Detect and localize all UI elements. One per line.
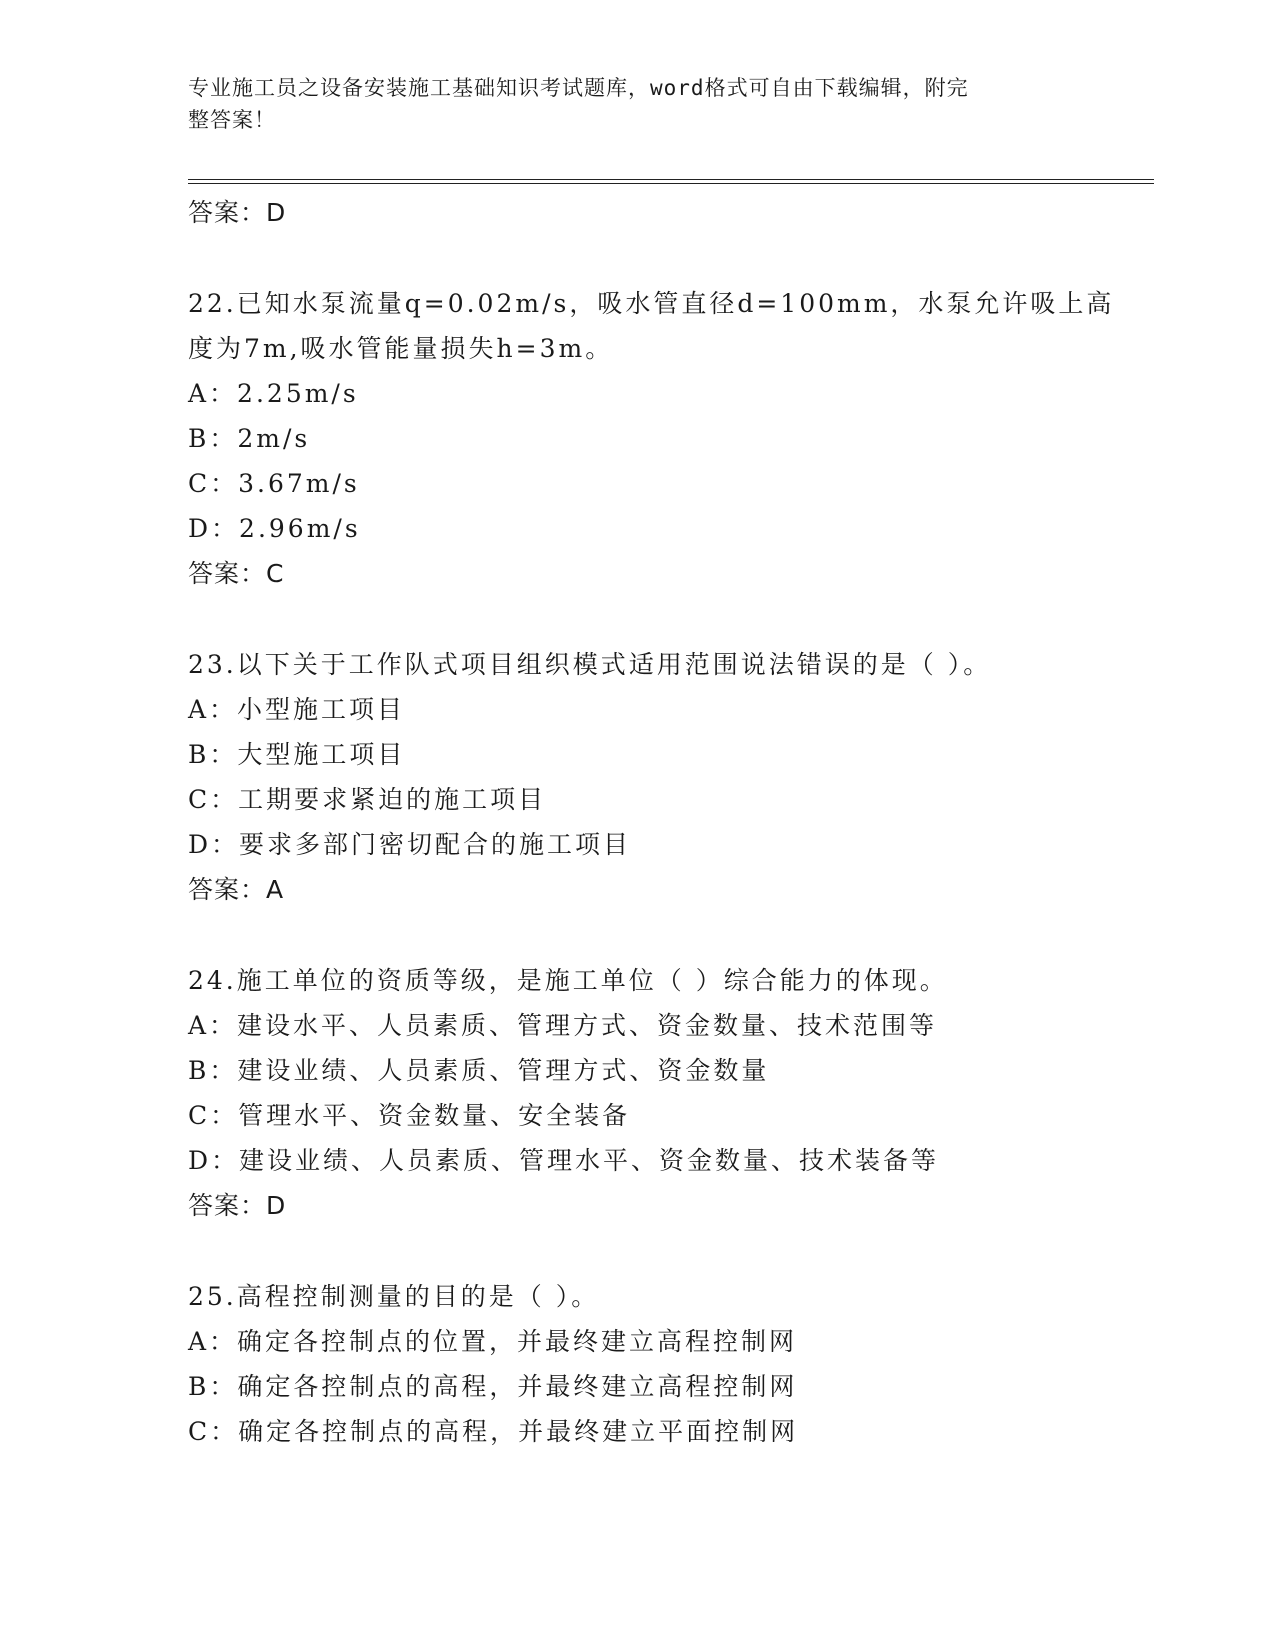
option-d: D：建设业绩、人员素质、管理水平、资金数量、技术装备等 xyxy=(188,1146,940,1175)
answer-line: 答案：D xyxy=(188,198,287,227)
question-24 xyxy=(188,958,1128,1228)
question-stem: 25.高程控制测量的目的是（ ）。 xyxy=(188,1282,600,1311)
option-b: B：确定各控制点的高程，并最终建立高程控制网 xyxy=(188,1372,798,1401)
option-b: B：建设业绩、人员素质、管理方式、资金数量 xyxy=(188,1056,770,1085)
option-c: C：管理水平、资金数量、安全装备 xyxy=(188,1101,631,1130)
option-c: C：3.67m/s xyxy=(188,469,360,498)
question-stem-cont: 度为7m,吸水管能量损失h=3m。 xyxy=(188,334,614,363)
answer-line: 答案：C xyxy=(188,559,285,588)
option-b: B：2m/s xyxy=(188,424,311,453)
option-a: A：确定各控制点的位置，并最终建立高程控制网 xyxy=(188,1327,798,1356)
question-22 xyxy=(188,281,1128,596)
option-d: D：2.96m/s xyxy=(188,514,361,543)
question-stem: 22.已知水泵流量q=0.02m/s，吸水管直径d=100mm，水泵允许吸上高 xyxy=(188,289,1115,318)
option-d: D：要求多部门密切配合的施工项目 xyxy=(188,830,632,859)
header-divider xyxy=(188,179,1154,184)
header-line-1: 专业施工员之设备安装施工基础知识考试题库，word格式可自由下载编辑，附完 xyxy=(188,76,969,100)
option-a: A：小型施工项目 xyxy=(188,695,406,724)
header-line-2: 整答案！ xyxy=(188,108,276,132)
answer-line: 答案：D xyxy=(188,1191,287,1220)
document-body xyxy=(188,190,1128,1454)
question-23 xyxy=(188,642,1128,912)
question-25 xyxy=(188,1274,1128,1454)
answer-line: 答案：A xyxy=(188,875,285,904)
question-stem: 24.施工单位的资质等级，是施工单位（ ）综合能力的体现。 xyxy=(188,966,948,995)
option-a: A：建设水平、人员素质、管理方式、资金数量、技术范围等 xyxy=(188,1011,938,1040)
option-c: C：工期要求紧迫的施工项目 xyxy=(188,785,547,814)
option-a: A：2.25m/s xyxy=(188,379,359,408)
option-b: B：大型施工项目 xyxy=(188,740,406,769)
question-stem: 23.以下关于工作队式项目组织模式适用范围说法错误的是（ ）。 xyxy=(188,650,992,679)
option-c: C：确定各控制点的高程，并最终建立平面控制网 xyxy=(188,1417,799,1446)
document-header xyxy=(188,72,1088,136)
